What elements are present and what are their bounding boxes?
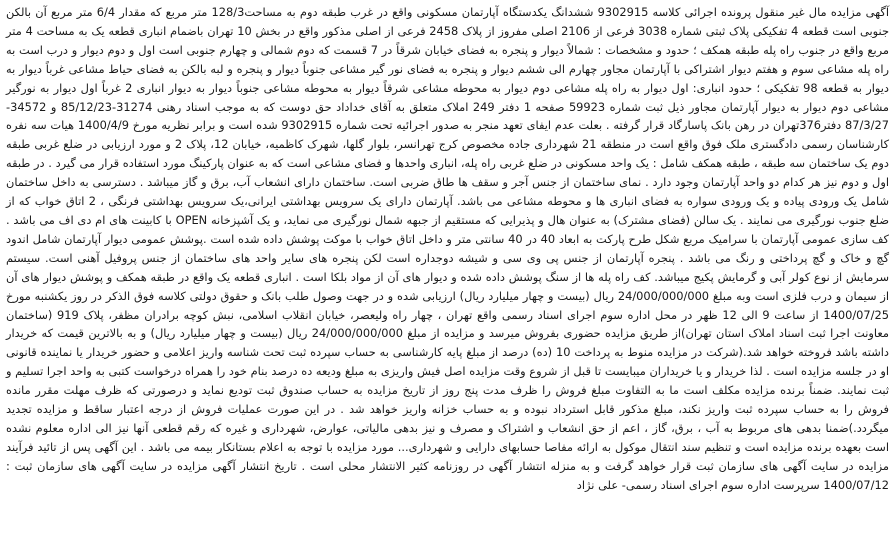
- notice-body-text: آگهی مزایده مال غیر منقول پرونده اجرائی کلاسه 9302915 ششدانگ یکدستگاه آپارتمان مسکونی واقع در غرب طبقه دوم به مساحت128/3 متر مربع که مقدار 6/4 متر مربع آن بالکن جنوبی است قطعه 4 تفکیکی پلاک ثبتی شماره 3038 فرعی از 2106 اصلی مفروز از پلاک 2458 فرعی از اصلی مذکور واقع در بخش 10 تهران باضمام انباری قطعه یک به مساحت 4 متر مربع واقع در جنوب راه پله طبقه همکف ؛ حدود و مشخصات : شمالاً دیوار و پنجره به فضای خیابان شرقاً در 7 قسمت که دوم شمالی و چهارم جنوبی است اول و دوم دیوار و درب است به راه پله مشاعی سوم و هفتم دیوار اشتراکی با آپارتمان مجاور چهارم الی ششم دیوار و پنجره به فضای نور گیر مشاعی جنوباً دیوار و پنجره و لبه بالکن به فضای حیاط مشاعی غرباً دیوار به دیوار به قطعه 98 تفکیکی ؛ حدود انباری: اول دیوار به راه پله مشاعی دوم دیوار به محوطه مشاعی شرقاً دیوار به محوطه مشاعی جنوباً دیوار به دیوار انباری 2 غرباً اول دیوار به نورگیر مشاعی دوم دیوار به دیوار آپارتمان مجاور ذیل ثبت شماره 59923 صفحه 1 دفتر 249 املاک متعلق به آقای خداداد حق دوست که به موجب اسناد رهنی 31274-85/12/23 و 34572-87/3/27 دفتر376تهران در رهن بانک پاسارگاد قرار گرفته . بعلت عدم ایفای تعهد منجر به صدور اجرائیه تحت شماره 9302915 شده است و برابر نظریه مورخ 1400/4/9 هیات سه نفره کارشناسان رسمی دادگستری ملک فوق واقع است در منطقه 21 شهرداری جاده مخصوص کرج تهرانسر، بلوار گلها، شهرک کاظمیه، خیابان 12، پلاک 2 و مورد ارزیابی در ضلع غربی طبقه دوم یک ساختمان سه طبقه ، طبقه همکف شامل : یک واحد مسکونی در ضلع غربی راه پله، انباری واحدها و فضای مشاعی است که به عنوان پارکینگ مورد استفاده قرار می گیرد . در طبقه اول و دوم نیز هر کدام دو واحد آپارتمان وجود دارد . نمای ساختمان از جنس آجر و سقف ها طاق ضربی است. ساختمان دارای انشعاب آب، برق و گاز میباشد . دسترسی به داخل ساختمان شامل یک ورودی پیاده و یک ورودی سواره به فضای انباری ها و محوطه مشاعی می باشد. آپارتمان دارای یک سرویس بهداشتی ایرانی،یک سرویس بهداشتی فرنگی ، 2 اتاق خواب که از ضلع جنوب نورگیری می نمایند . یک سالن (فضای مشترک) به عنوان هال و پذیرایی که مستقیم از جبهه شمال نورگیری می نماید، و یک آشپزخانه OPEN با کابینت های ام دی اف می باشد . کف سازی عمومی آپارتمان با سرامیک مربع شکل طرح پارکت به ابعاد 40 در 40 سانتی متر و داخل اتاق خواب با موکت پوشش داده شده است .پوشش عمومی دیوار آپارتمان شامل اندود گچ و خاک و گچ پرداختی و رنگ می باشد . پنجره آپارتمان از جنس پی وی سی و شیشه دوجداره است لکن پنجره های سایر واحد های ساختمان از جنس پروفیل آهنی است. سیستم سرمایش از نوع کولر آبی و گرمایش پکیج میباشد. کف راه پله ها از سنگ پوشش داده شده و دیوار های آن از مواد بلکا است . انباری قطعه یک واقع در طبقه همکف و پوشش دیوار های آن از سیمان و درب فلزی است وبه مبلغ 24/000/000/000 ریال (بیست و چهار میلیارد ریال) ارزیابی شده و در جهت وصول طلب بانک و حقوق دولتی کلاسه فوق الذکر در روز یکشنبه مورخ 1400/07/25 از ساعت 9 الی 12 ظهر در محل اداره سوم اجرای اسناد رسمی واقع تهران ، چهار راه ولیعصر، خیابان انقلاب اسلامی، نبش کوچه برادران مظفر، پلاک 919 (ساختمان معاونت اجرا ثبت اسناد املاک استان تهران)از طریق مزایده حضوری بفروش میرسد و مزایده از مبلغ 24/000/000/000 ریال (بیست و چهار میلیارد ریال) و به بالاترین قیمت که خریدار داشته باشد فروخته خواهد شد.(شرکت در مزایده منوط به پرداخت 10 (ده) درصد از مبلغ پایه کارشناسی به حساب سپرده ثبت تحت شناسه واریز اعلامی و حضور خریدار یا نماینده قانونی او در جلسه مزایده است . لذا خریدار و یا خریداران میبایست تا قبل از شروع وقت مزایده اصل فیش واریزی به مبلغ ودیعه ده درصد بنام خود را همراه درخواست کتبی به واحد اجرا تسلیم و ثبت نمایند. ضمناً برنده مزایده مکلف است ما به التفاوت مبلغ فروش را ظرف مدت پنج روز از تاریخ مزایده به حساب صندوق ثبت تودیع نماید و درصورتی که ظرف مهلت مقرر مانده فروش را به حساب سپرده ثبت واریز نکند، مبلغ مذکور قابل استرداد نبوده و به حساب خزانه واریز خواهد شد . در این صورت عملیات فروش از درجه اعتبار ساقط و مزایده تجدید میگردد.)ضمنا بدهی های مربوط به آب ، برق، گاز ، اعم از حق انشعاب و اشتراک و مصرف و نیز بدهی مالیاتی، عوارض، شهرداری و غیره که رقم قطعی آنها نیز الی اداره معلوم نشده است بعهده برنده مزایده است و تنظیم سند انتقال موکول به ارائه مفاصا حسابهای دارایی و شهرداری... مورد مزایده با توجه به اعلام بستانکار بیمه می باشد . این آگهی پس از تائید فرآیند مزایده در سایت آگهی های سازمان ثبت قرار خواهد گرفت و به منزله انتشار آگهی در روزنامه کثیر الانتشار محلی است . تاریخ انتشار آگهی مزایده در سایت آگهی های سازمان ثبت : 1400/07/12 سرپرست اداره سوم اجرای اسناد رسمی- علی نژاد: [6, 5, 890, 492]
